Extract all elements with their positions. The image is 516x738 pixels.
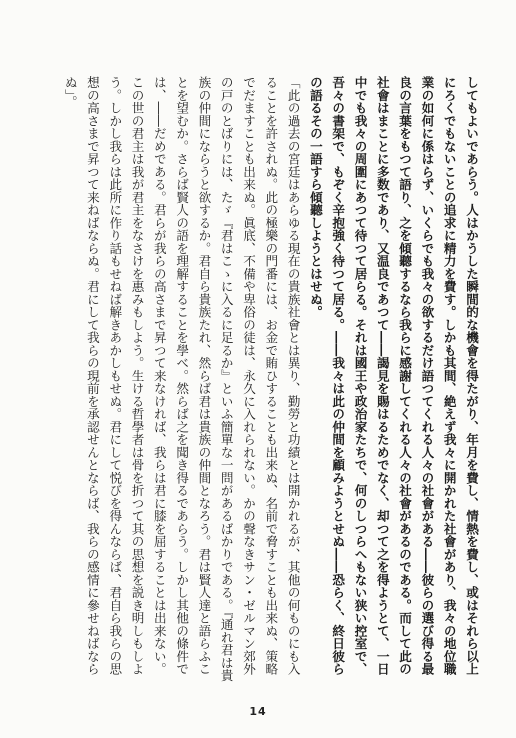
vertical-text-body [30, 76, 482, 682]
page-number: 14 [249, 705, 267, 718]
paragraph-1: してもよいであらう。人はかうした瞬間的な機會を得たがり、年月を費し、情熱を費し、或はそれら以上にろくでもないことの追求に精力を費す。しかも其間、絶えず我々に開かれた社會があり、我々の地位職業の如何に係はらず、いくらでも我々の欲するだけ語つてくれる人々の社會がある――彼らの選び得る最良の言葉をもつて語り、之を傾聽するなら我らに感謝してくれる人々の社會があるのである。而して此の社會はまことに多数であり、又温良であつて――謁見を賜はるためでなく、却つて之を得ようとて、一日中でも我々の周圍にあつて待つて居らる。それは國王や政治家たちで、何のしつらへもない狭い控室で、吾々の書架で、もぞく辛抱強く待つて居る。――我々は此の仲間を顧みようとせぬ――恐らく、終日彼らの語るその一語すら傾聽しようとはせぬ。 [307, 76, 479, 676]
paragraph-2-quotation: 「此の過去の宮廷はあらゆる現在の貴族社會とは異り、勤勞と功績とは開かれるが、其他の何ものにも入ることを許されぬ。此の極樂の門番には、お金で賄ひすることも出来ぬ、名前で脅すことも出来ぬ、策略でだますことも出来ぬ。眞底、不備や卑俗の徒は、永久に入れられない。かの聲なきサン・ゼルマン郊外の戸のとばりには、たゞ『君はこゝに入るに足るか』といふ簡單な一問があるばかりである。『通れ君は貴族の仲間にならうと欲するか。君自ら貴族たれ、然らば君は貴族の仲間となろう。君は賢人達と語らふことを望むか。さらば賢人の語を理解することを學べ。然らば之を聞き得るであらう。しかし其他の條件では、――だめである。君らが我らの高さまで昇つて来なければ、我らは君に膝を屈することは出来ない。この世の君主は我が君主をなさけを惠みもしよう。生ける哲學者は骨を折つて其の思想を説き明しもしよう。しかし我らは此所に作り話もせねば解きあかしもせぬ。君にして悦びを得んならば、君自ら我らの思想の高さまで昇つて来ねばならぬ。君にして我らの現前を承認せんとならば、我らの感情に參せねばならぬ」。 [62, 76, 301, 682]
